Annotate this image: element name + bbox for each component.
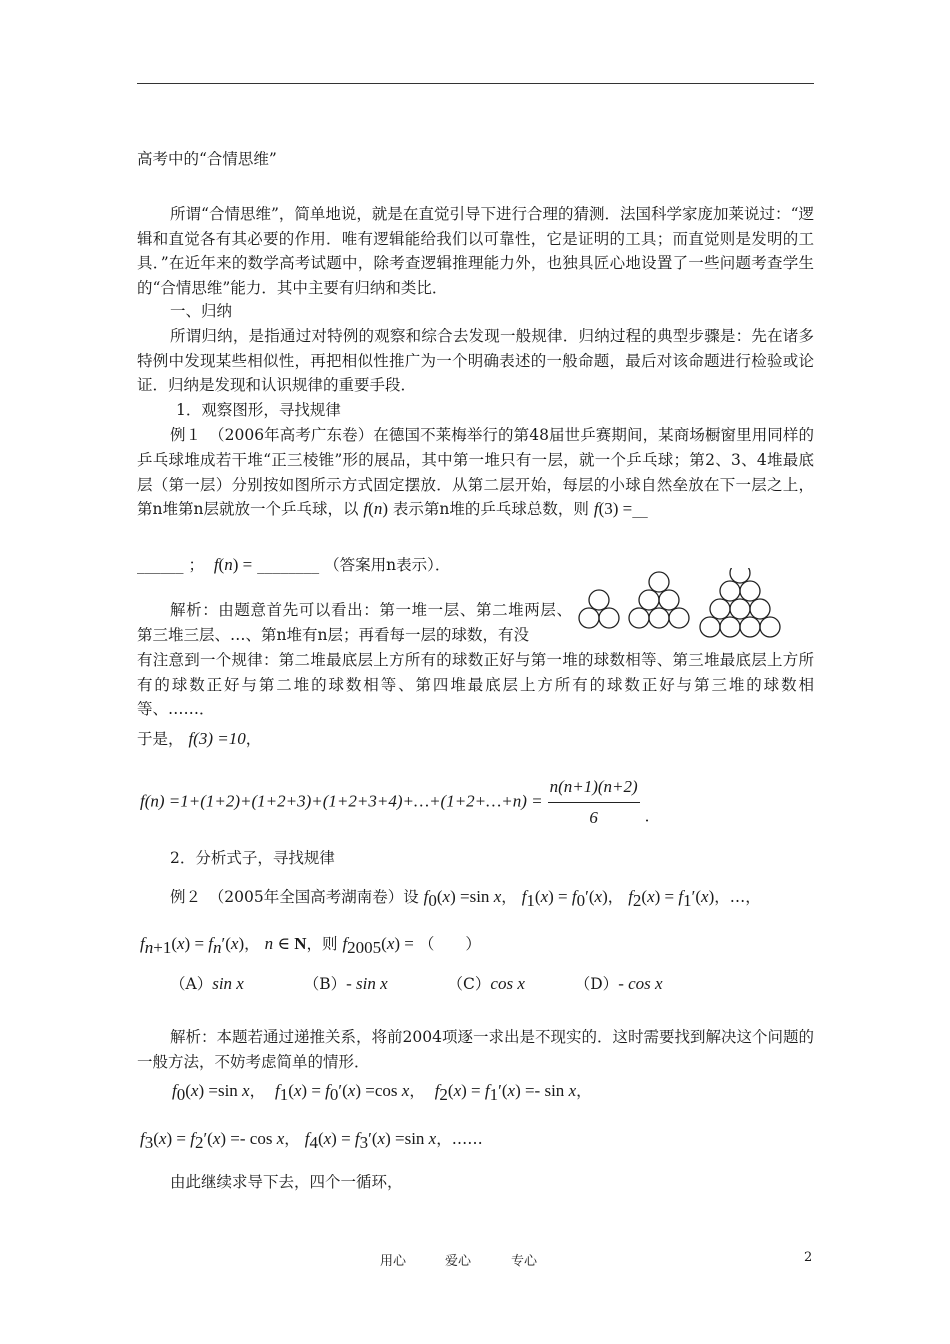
derivative-line1: $f_0(x) =\sin$ x， $f_1(x) = f_0'(x) =\cos$ x， $f_2(x) = f_1'(x) =- \sin x$， [172, 1081, 592, 1105]
example1-text-2: 表示第n堆的乒乓球总数，则 [392, 500, 589, 519]
ball [710, 599, 730, 619]
conclusion-line: 由此继续求导下去，四个一循环， [170, 1173, 403, 1191]
footer-text-2: 爱心 [445, 1254, 472, 1269]
fn-notation: f [363, 499, 369, 519]
subheading-analyze-expressions: 2．分析式子，寻找规律 [170, 849, 335, 867]
example2-line1: 例２ （2005年全国高考湖南卷）设 $f_0(x) =\sin$ x， $f_1(x) = f_0'(x)$， $f_2(x) = f_1'(x)$，…， [170, 887, 761, 911]
ball [579, 608, 599, 628]
ball [740, 617, 760, 637]
subheading-observe-figures: 1．观察图形，寻找规律 [176, 401, 341, 419]
example2-options [170, 972, 663, 996]
example1-text: 例１ （2006年高考广东卷）在德国不莱梅举行的第48届世乒赛期间，某商场橱窗里用同样的乒乓球堆成若干堆“正三棱锥”形的展品，其中第一堆只有一层，就一个乒乓球；第2、3、4堆最底层（第一层）分别按如图所示方式固定摆放．从第二层开始，每层的小球自然垒放在下一层之上，第n堆第n层就放一个乒乓球，以 [137, 426, 814, 519]
derivative-line2: $f_3(x) = f_2'(x) =- \cos x$， $f_4(x) = f_3'(x) =\sin$ x，…… [140, 1129, 483, 1153]
answer-blank-1-cont: ______ [137, 556, 184, 574]
answer-blank-1: __ [632, 500, 648, 519]
option-a: （A）sin x [170, 974, 244, 993]
ball [740, 581, 760, 601]
example1-paragraph: 例１ （2006年高考广东卷）在德国不莱梅举行的第48届世乒赛期间，某商场橱窗里用同样的乒乓球堆成若干堆“正三棱锥”形的展品，其中第一堆只有一层，就一个乒乓球；第2、3、4堆最底层（第一层）分别按如图所示方式固定摆放．从第二层开始，每层的小球自然垒放在下一层之上，第n堆第n层就放一个乒乓球，以 f(n) 表示第n堆的乒乓球总数，则 f(3) =__ [137, 426, 814, 519]
ball [750, 599, 770, 619]
example2-line2: $f_{n+1}(x) = f_n'(x)$， n ∈ N，则 $f_{2005}(x)$ = （ ） [140, 934, 481, 958]
analysis1-part2: 有注意到一个规律：第二堆最底层上方所有的球数正好与第一堆的球数相等、第三堆最底层上方所有的球数正好与第二堆的球数相等、第四堆最底层上方所有的球数正好与第三堆的球数相等、……． [137, 651, 814, 718]
ball [599, 608, 619, 628]
induction-paragraph: 所谓归纳，是指通过对特例的观察和综合去发现一般规律．归纳过程的典型步骤是：先在诸多特例中发现某些相似性，再把相似性推广为一个明确表述的一般命题，最后对该命题进行检验或论证．归纳是发现和认识规律的重要手段． [137, 327, 814, 394]
example1-line-blanks: ______ ； f(n) = ________ （答案用n表示）． [137, 555, 451, 574]
ball [639, 590, 659, 610]
ball [629, 608, 649, 628]
ball [700, 617, 720, 637]
intro-paragraph: 所谓“合情思维”，简单地说，就是在直觉引导下进行合理的猜测．法国科学家庞加莱说过：“逻辑和直觉各有其必要的作用．唯有逻辑能给我们以可靠性，它是证明的工具；而直觉则是发明的工具．”在近年来的数学高考试题中，除考查逻辑推理能力外，也独具匠心地设置了一些问题考查学生的“合情思维”能力．其中主要有归纳和类比． [137, 205, 814, 297]
option-b: （B）- sin x [303, 974, 388, 993]
analysis1-part1: 解析：由题意首先可以看出：第一堆一层、第二堆两层、第三堆三层、…、第n堆有n层；再看每一层的球数，有没 [137, 601, 572, 644]
option-d: （D）- cos x [574, 974, 663, 993]
option-c: （C）cos x [447, 974, 525, 993]
section-heading-induction: 一、归纳 [170, 302, 233, 320]
ball [659, 590, 679, 610]
ball [720, 617, 740, 637]
ball [730, 599, 750, 619]
sum-formula: f(n) =1+(1+2)+(1+2+3)+(1+2+3+4)+…+(1+2+…+n) = $\frac{n(n+1)(n+2)}{6}$ ． [140, 772, 660, 833]
ball [669, 608, 689, 628]
analysis2-paragraph: 解析：本题若通过递推关系，将前2004项逐一求出是不现实的．这时需要找到解决这个问题的一般方法，不妨考虑简单的情形． [137, 1028, 814, 1071]
ball [649, 572, 669, 592]
ball [649, 608, 669, 628]
footer-text-3: 专心 [511, 1254, 538, 1269]
header-rule [137, 83, 814, 84]
ball [760, 617, 780, 637]
page-number: 2 [804, 1250, 813, 1265]
pyramid-figure [577, 568, 807, 638]
sum-fraction: $\frac{n(n+1)(n+2)}{6}$ [548, 772, 640, 833]
footer-text-1: 用心 [380, 1254, 407, 1269]
f3-equation: f(3) =10 [188, 729, 246, 748]
doc-title: 高考中的“合情思维” [137, 150, 277, 168]
ball [720, 581, 740, 601]
ball [589, 590, 609, 610]
ball [730, 568, 750, 583]
f3-line: 于是， f(3) =10， [137, 729, 262, 748]
answer-blank-2: ________ [257, 556, 320, 574]
answer-note: （答案用n表示）． [324, 556, 451, 574]
